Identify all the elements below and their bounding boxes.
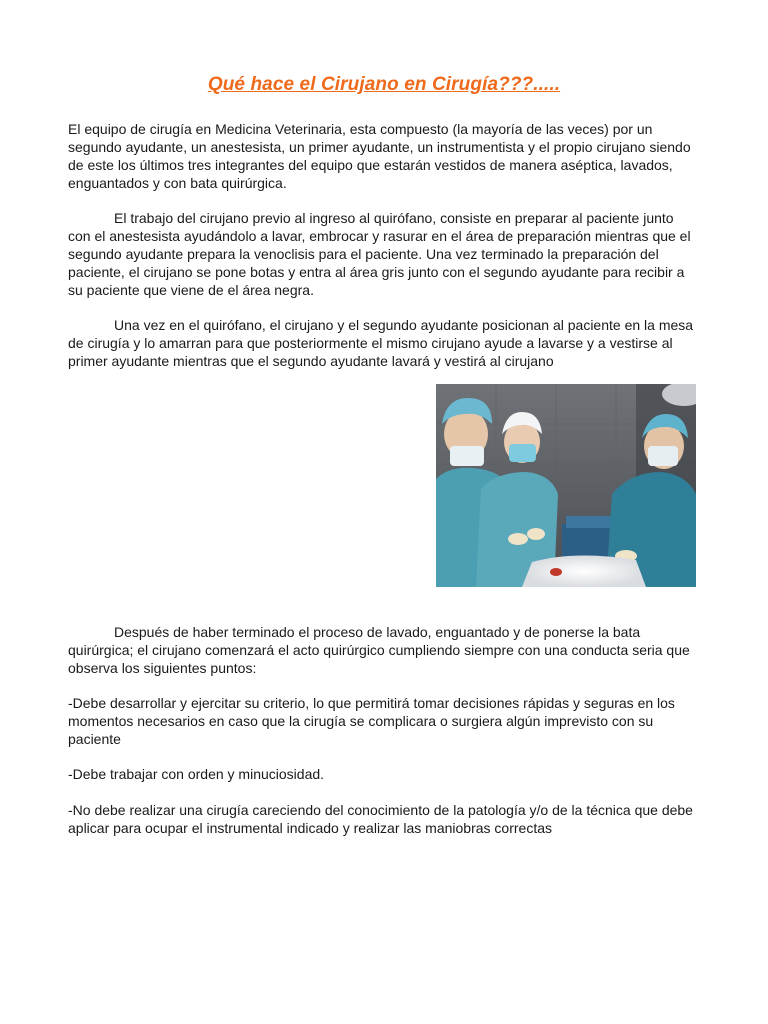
paragraph-surgical-act: Después de haber terminado el proceso de lavado, enguantado y de ponerse la bata quirúrgica; el cirujano comenzará el acto quirúrgico cumpliendo siempre con una conducta seria que observa los siguientes puntos: [68,624,690,676]
paragraph-preoperative-work: El trabajo del cirujano previo al ingreso al quirófano, consiste en preparar al paciente junto con el anestesista ayudándolo a lavar, embrocar y rasurar en el área de preparación mientras que el segundo ayudante prepara la venoclisis para el paciente. Una vez terminado la preparación del paciente, el cirujano se pone botas y entra al área gris junto con el segundo ayudante para recibir a su paciente que viene de el área negra. [68,210,691,298]
paragraph-surgical-team: El equipo de cirugía en Medicina Veterinaria, esta compuesto (la mayoría de las veces) por un segundo ayudante, un anestesista, un primer ayudante, un instrumentista y el propio cirujano siendo de este los últimos tres integrantes del equipo que estarán vestidos de manera aséptica, lavados, enguantados y con bata quirúrgica. [68,121,691,191]
surgeons-photo [436,384,696,587]
paragraph-operating-room: Una vez en el quirófano, el cirujano y el segundo ayudante posicionan al paciente en la mesa de cirugía y lo amarran para que posteriormente el mismo cirujano ayude a lavarse y a vestirse al primer ayudante mientras que el segundo ayudante lavará y vestirá al cirujano [68,317,694,369]
point-criteria: -Debe desarrollar y ejercitar su criterio, lo que permitirá tomar decisiones rápidas y seguras en los momentos necesarios en caso que la cirugía se complicara o surgiera algún imprevisto con su paciente [68,695,675,747]
point-order: -Debe trabajar con orden y minuciosidad. [68,766,325,782]
document-title: Qué hace el Cirujano en Cirugía???..... [207,74,561,95]
point-knowledge: -No debe realizar una cirugía careciendo del conocimiento de la patología y/o de la técnica que debe aplicar para ocupar el instrumental indicado y realizar las maniobras correctas [68,802,693,836]
